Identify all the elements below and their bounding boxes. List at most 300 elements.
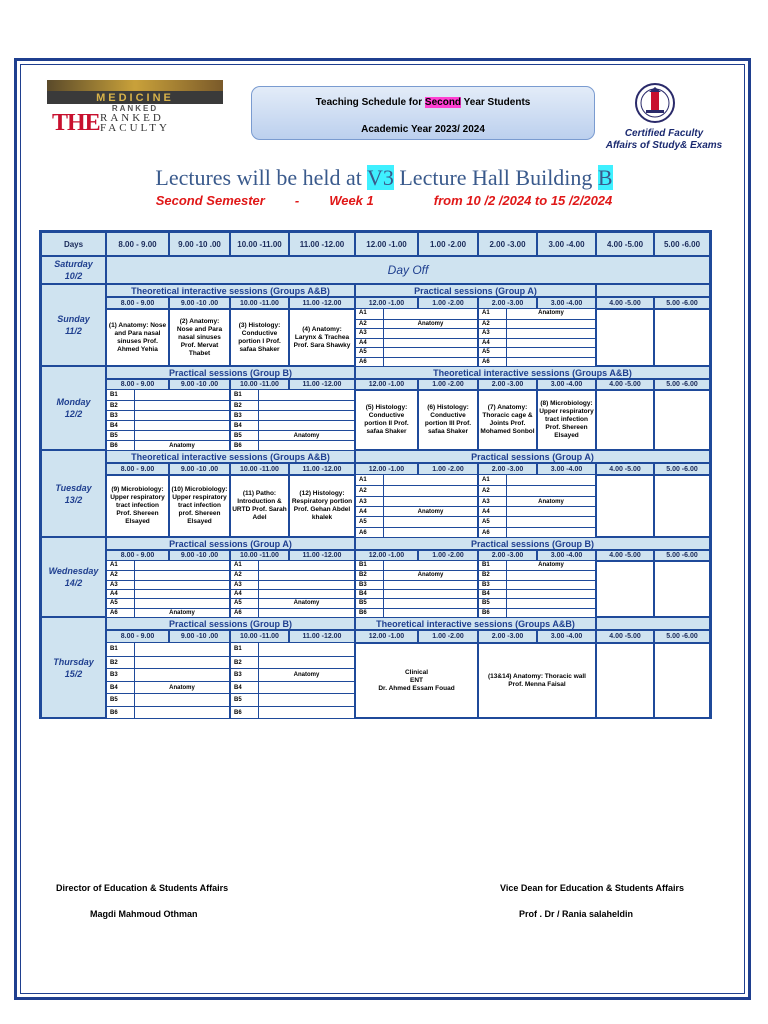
- lecture-line: Prof. Menna Faisal: [508, 680, 566, 688]
- group-row: [107, 570, 229, 579]
- sunday-right-banner: Practical sessions (Group A): [355, 284, 596, 297]
- group-label: B3: [231, 411, 259, 420]
- time-header: 2.00 -3.00: [478, 232, 537, 256]
- group-row: [479, 561, 595, 570]
- group-activity: [507, 609, 595, 617]
- sub-time-header: 5.00 -6.00: [654, 379, 710, 390]
- group-row: [479, 580, 595, 589]
- group-activity: [259, 682, 354, 694]
- sub-time-header: 11.00 -12.00: [289, 297, 355, 309]
- group-row: [479, 328, 595, 338]
- sub-time-header: 10.00 -11.00: [230, 297, 289, 309]
- group-label: A6: [107, 609, 135, 617]
- group-row: [107, 598, 229, 607]
- group-label: B5: [231, 431, 259, 440]
- group-activity: Anatomy: [169, 443, 195, 449]
- logo-medicine-text: MEDICINE: [96, 92, 174, 104]
- day-name: Monday: [56, 397, 91, 407]
- group-row: [231, 668, 354, 681]
- sub-time-header: 8.00 - 9.00: [106, 297, 169, 309]
- group-label: A1: [479, 475, 507, 485]
- group-row: [356, 608, 477, 617]
- group-row: [231, 410, 354, 420]
- group-row: [479, 527, 595, 537]
- group-row: [231, 643, 354, 656]
- group-label: A3: [231, 581, 259, 589]
- lecture-line: (13&14) Anatomy: Thoracic wall: [487, 672, 586, 680]
- thursday-right-banner: Theoretical interactive sessions (Groups A&B): [355, 617, 596, 630]
- sub-time-header: 5.00 -6.00: [654, 550, 710, 561]
- group-activity: [507, 517, 595, 526]
- group-row: [479, 589, 595, 598]
- group-label: B2: [479, 571, 507, 579]
- empty-slot: [654, 561, 710, 617]
- time-header: 10.00 -11.00: [230, 232, 289, 256]
- sub-time-header: 8.00 - 9.00: [106, 379, 169, 390]
- sub-time-header: 4.00 -5.00: [596, 297, 654, 309]
- title-line-2: Academic Year 2023/ 2024: [361, 124, 485, 135]
- the-mark: THE: [52, 110, 100, 136]
- group-activity: Anatomy: [293, 600, 320, 607]
- group-activity: [259, 561, 354, 570]
- group-activity: [507, 358, 595, 367]
- group-row: [231, 420, 354, 430]
- group-label: A4: [479, 339, 507, 348]
- group-label: B1: [356, 561, 384, 570]
- group-row: [231, 580, 354, 589]
- group-row: [356, 485, 477, 495]
- group-activity: [135, 707, 229, 719]
- group-label: B6: [356, 609, 384, 617]
- sub-time-header: 4.00 -5.00: [596, 463, 654, 475]
- group-label: A2: [479, 320, 507, 329]
- group-label: A4: [356, 507, 384, 516]
- sub-time-header: 8.00 - 9.00: [106, 463, 169, 475]
- group-row: [356, 580, 477, 589]
- monday-right-banner: Theoretical interactive sessions (Groups A&B): [355, 366, 710, 379]
- sub-time-header: 3.00 -4.00: [537, 297, 596, 309]
- lecture-cell: (4) Anatomy: Larynx & Trachea Prof. Sara Shawky: [289, 309, 355, 366]
- empty-slot: [596, 390, 654, 450]
- group-row: [231, 608, 354, 617]
- group-row: [231, 390, 354, 400]
- group-activity: [507, 528, 595, 537]
- group-activity: Anatomy: [169, 684, 195, 691]
- day-name: Saturday: [54, 259, 93, 269]
- vice-dean-name: Prof . Dr / Rania salaheldin: [519, 909, 634, 919]
- group-row: [356, 357, 477, 367]
- sub-time-header: 12.00 -1.00: [355, 550, 418, 561]
- group-row: [356, 347, 477, 357]
- group-label: A6: [356, 358, 384, 367]
- sub-time-header: 11.00 -12.00: [289, 630, 355, 643]
- the-ranked-faculty-logo: [52, 112, 212, 134]
- group-label: A5: [479, 517, 507, 526]
- group-label: A2: [231, 571, 259, 579]
- group-activity: [135, 694, 229, 706]
- group-label: B3: [231, 669, 259, 681]
- lecture-cell: (5) Histology: Conductive portion II Prof. safaa Shaker: [355, 390, 418, 450]
- sub-time-header: 10.00 -11.00: [230, 550, 289, 561]
- group-activity: Anatomy: [293, 433, 320, 439]
- group-activity: [384, 339, 477, 348]
- lecture-cell: (10) Microbiology: Upper respiratory tract infection prof. Shereen Elsayed: [169, 475, 230, 537]
- time-header: 12.00 -1.00: [355, 232, 418, 256]
- group-activity: Anatomy: [417, 572, 444, 579]
- sub-time-header: 1.00 -2.00: [418, 630, 478, 643]
- group-label: A2: [107, 571, 135, 579]
- lecture-cell: (1) Anatomy: Nose and Para nasal sinuses Prof. Ahmed Yehia: [106, 309, 169, 366]
- tuesday-left-banner: Theoretical interactive sessions (Groups A&B): [106, 450, 355, 463]
- group-row: [356, 598, 477, 607]
- group-label: B2: [231, 401, 259, 410]
- day-date: 14/2: [64, 578, 83, 588]
- group-label: A6: [356, 528, 384, 537]
- group-row: [107, 400, 229, 410]
- group-label: B4: [231, 421, 259, 430]
- empty-slot: [596, 643, 654, 718]
- group-label: A5: [231, 599, 259, 607]
- group-row: [107, 440, 229, 450]
- sub-time-header: 1.00 -2.00: [418, 379, 478, 390]
- empty-slot: [654, 390, 710, 450]
- sub-time-header: 9.00 -10 .00: [169, 463, 230, 475]
- sub-time-header: 9.00 -10 .00: [169, 297, 230, 309]
- group-row: [356, 527, 477, 537]
- time-header: 5.00 -6.00: [654, 232, 710, 256]
- group-label: B2: [107, 401, 135, 410]
- group-label: A1: [479, 309, 507, 319]
- group-activity: [135, 643, 229, 656]
- group-activity: [135, 599, 229, 607]
- lecture-cell: (8) Microbiology: Upper respiratory tract infection Prof. Shereen Elsayed: [537, 390, 596, 450]
- sub-time-header: 12.00 -1.00: [355, 630, 418, 643]
- group-activity: [135, 581, 229, 589]
- group-activity: [507, 339, 595, 348]
- group-activity: [384, 561, 477, 570]
- thoracic-wall-lecture-cell: [478, 643, 596, 718]
- day-name: Sunday: [57, 314, 90, 324]
- group-label: A3: [107, 581, 135, 589]
- sub-time-header: 11.00 -12.00: [289, 550, 355, 561]
- empty-slot: [654, 475, 710, 537]
- group-activity: [384, 475, 477, 485]
- group-row: [107, 608, 229, 617]
- group-activity: [384, 497, 477, 506]
- lecture-cell: (3) Histology: Conductive portion I Prof. safaa Shaker: [230, 309, 289, 366]
- sub-time-header: 3.00 -4.00: [537, 630, 596, 643]
- lecture-cell: (12) Histology: Respiratory portion Prof. Gehan Abdel khalek: [289, 475, 355, 537]
- group-row: [479, 598, 595, 607]
- group-label: A1: [356, 475, 384, 485]
- group-activity: [135, 411, 229, 420]
- group-activity: [259, 694, 354, 706]
- sub-time-header: 2.00 -3.00: [478, 463, 537, 475]
- group-activity: [384, 309, 477, 319]
- group-activity: Anatomy: [538, 498, 564, 505]
- group-activity: [259, 401, 354, 410]
- group-activity: [135, 431, 229, 440]
- sub-time-header: 5.00 -6.00: [654, 630, 710, 643]
- group-row: [107, 420, 229, 430]
- group-row: [479, 319, 595, 329]
- sub-time-header: 4.00 -5.00: [596, 630, 654, 643]
- group-row: [356, 496, 477, 506]
- sub-time-header: 12.00 -1.00: [355, 379, 418, 390]
- group-label: A1: [107, 561, 135, 570]
- group-activity: [384, 609, 477, 617]
- group-activity: [507, 348, 595, 357]
- group-row: [356, 561, 477, 570]
- sub-time-header: 3.00 -4.00: [537, 379, 596, 390]
- sub-time-header: 10.00 -11.00: [230, 463, 289, 475]
- group-row: [107, 589, 229, 598]
- group-row: [231, 693, 354, 706]
- group-label: B1: [107, 390, 135, 400]
- day-date: 13/2: [64, 494, 83, 505]
- group-row: [231, 561, 354, 570]
- group-label: A2: [356, 486, 384, 495]
- time-header: 9.00 -10 .00: [169, 232, 230, 256]
- group-activity: Anatomy: [169, 609, 195, 616]
- clinical-line: ENT: [410, 676, 423, 684]
- day-date: 12/2: [64, 409, 83, 419]
- group-activity: [259, 657, 354, 669]
- title-line-1: Teaching Schedule for Second Year Students: [315, 97, 531, 108]
- group-row: [231, 400, 354, 410]
- group-row: [107, 410, 229, 420]
- day-label-wednesday: [41, 537, 106, 617]
- group-row: [231, 430, 354, 440]
- group-activity: [384, 599, 477, 607]
- sub-time-header: 4.00 -5.00: [596, 379, 654, 390]
- group-activity: [135, 421, 229, 430]
- group-label: A3: [479, 329, 507, 338]
- sub-time-header: 11.00 -12.00: [289, 379, 355, 390]
- thursday-banner-spacer: [596, 617, 710, 630]
- group-row: [107, 430, 229, 440]
- sub-time-header: 1.00 -2.00: [418, 550, 478, 561]
- group-activity: [135, 669, 229, 681]
- group-activity: [507, 507, 595, 516]
- group-label: B6: [479, 609, 507, 617]
- group-row: [479, 506, 595, 516]
- time-header: 3.00 -4.00: [537, 232, 596, 256]
- group-activity: Anatomy: [417, 509, 444, 515]
- group-row: [107, 668, 229, 681]
- group-row: [356, 570, 477, 579]
- group-label: A4: [107, 590, 135, 598]
- certified-faculty-label: Certified Faculty Affairs of Study& Exams: [605, 128, 723, 151]
- group-activity: [259, 390, 354, 400]
- group-label: B5: [107, 694, 135, 706]
- director-name: Magdi Mahmoud Othman: [90, 909, 198, 919]
- semester-week-line: Second Semester - Week 1 from 10 /2 /2024 to 15 /2/2024: [155, 193, 613, 208]
- group-label: B2: [356, 571, 384, 579]
- group-row: [356, 319, 477, 329]
- group-label: B4: [231, 682, 259, 694]
- sub-time-header: 2.00 -3.00: [478, 550, 537, 561]
- group-row: [107, 681, 229, 694]
- group-row: [231, 570, 354, 579]
- sub-time-header: 1.00 -2.00: [418, 297, 478, 309]
- time-header: 4.00 -5.00: [596, 232, 654, 256]
- time-header: 11.00 -12.00: [289, 232, 355, 256]
- group-row: [107, 706, 229, 719]
- wednesday-left-banner: Practical sessions (Group A): [106, 537, 355, 550]
- group-label: A5: [356, 517, 384, 526]
- sunday-banner-spacer: [596, 284, 710, 297]
- group-label: B5: [356, 599, 384, 607]
- group-row: [231, 706, 354, 719]
- group-activity: Anatomy: [417, 320, 444, 327]
- group-label: A6: [479, 528, 507, 537]
- group-label: A5: [479, 348, 507, 357]
- group-row: [107, 656, 229, 669]
- group-activity: [135, 390, 229, 400]
- logo-bar: [47, 80, 223, 91]
- day-name: Thursday: [53, 656, 94, 667]
- group-activity: [135, 590, 229, 598]
- sub-time-header: 4.00 -5.00: [596, 550, 654, 561]
- group-label: B3: [356, 581, 384, 589]
- day-date: 15/2: [64, 668, 83, 679]
- lecture-cell: (6) Histology: Conductive portion III Prof. safaa Shaker: [418, 390, 478, 450]
- group-activity: [135, 561, 229, 570]
- group-activity: [135, 657, 229, 669]
- group-label: B4: [107, 421, 135, 430]
- group-activity: [259, 590, 354, 598]
- sub-time-header: 2.00 -3.00: [478, 379, 537, 390]
- group-activity: [259, 707, 354, 719]
- day-name: Tuesday: [55, 482, 92, 493]
- group-row: [231, 440, 354, 450]
- group-row: [479, 475, 595, 485]
- group-label: A3: [356, 329, 384, 338]
- group-row: [231, 598, 354, 607]
- sub-time-header: 8.00 - 9.00: [106, 550, 169, 561]
- group-label: B3: [107, 669, 135, 681]
- group-label: B1: [107, 643, 135, 656]
- group-row: [107, 561, 229, 570]
- empty-slot: [596, 309, 654, 366]
- title-box: [251, 86, 595, 140]
- clinical-line: Clinical: [404, 668, 429, 676]
- sub-time-header: 10.00 -11.00: [230, 379, 289, 390]
- thursday-left-banner: Practical sessions (Group B): [106, 617, 355, 630]
- group-label: A1: [356, 309, 384, 319]
- group-row: [231, 681, 354, 694]
- group-label: B3: [107, 411, 135, 420]
- tuesday-right-banner: Practical sessions (Group A): [355, 450, 710, 463]
- group-row: [356, 328, 477, 338]
- director-title: Director of Education & Students Affairs: [56, 883, 229, 893]
- day-label-tuesday: [41, 450, 106, 537]
- university-seal-icon: [634, 82, 676, 124]
- sub-time-header: 8.00 - 9.00: [106, 630, 169, 643]
- empty-slot: [654, 643, 710, 718]
- group-activity: [384, 581, 477, 589]
- lecture-hall-headline: Lectures will be held at V3 Lecture Hall Building B: [155, 165, 613, 190]
- logo-ranked-text: RANKED: [111, 104, 159, 113]
- days-header: Days: [41, 232, 106, 256]
- group-label: B1: [231, 643, 259, 656]
- group-activity: [259, 609, 354, 617]
- group-label: A6: [231, 609, 259, 617]
- group-label: B6: [231, 707, 259, 719]
- group-activity: [259, 411, 354, 420]
- sub-time-header: 11.00 -12.00: [289, 463, 355, 475]
- group-label: A5: [107, 599, 135, 607]
- day-off-label: Day Off: [106, 256, 710, 284]
- group-activity: [384, 358, 477, 367]
- group-row: [107, 693, 229, 706]
- clinical-line: Dr. Ahmed Essam Fouad: [378, 684, 455, 692]
- group-row: [231, 589, 354, 598]
- group-label: B2: [107, 657, 135, 669]
- group-row: [479, 496, 595, 506]
- monday-left-banner: Practical sessions (Group B): [106, 366, 355, 379]
- group-row: [356, 589, 477, 598]
- group-label: B5: [231, 694, 259, 706]
- group-label: B6: [107, 707, 135, 719]
- group-label: A4: [479, 507, 507, 516]
- group-row: [356, 516, 477, 526]
- group-row: [107, 580, 229, 589]
- group-row: [479, 570, 595, 579]
- group-activity: [384, 517, 477, 526]
- group-activity: [384, 348, 477, 357]
- day-label-saturday: [41, 256, 106, 284]
- clinical-ent-cell: [355, 643, 478, 718]
- group-label: B4: [107, 682, 135, 694]
- sub-time-header: 12.00 -1.00: [355, 297, 418, 309]
- group-label: B1: [231, 390, 259, 400]
- group-label: A2: [356, 320, 384, 329]
- medicine-ranked-logo: [47, 80, 223, 104]
- group-activity: [507, 590, 595, 598]
- empty-slot: [654, 309, 710, 366]
- wednesday-right-banner: Practical sessions (Group B): [355, 537, 710, 550]
- group-label: B6: [107, 441, 135, 450]
- group-activity: [259, 643, 354, 656]
- group-activity: [384, 590, 477, 598]
- group-label: B2: [231, 657, 259, 669]
- day-date: 10/2: [64, 271, 83, 281]
- group-row: [479, 357, 595, 367]
- sub-time-header: 10.00 -11.00: [230, 630, 289, 643]
- group-activity: [507, 571, 595, 579]
- group-label: B5: [479, 599, 507, 607]
- group-label: B1: [479, 561, 507, 570]
- group-activity: [507, 329, 595, 338]
- empty-slot: [596, 475, 654, 537]
- group-label: B4: [479, 590, 507, 598]
- sub-time-header: 9.00 -10 .00: [169, 379, 230, 390]
- group-row: [231, 656, 354, 669]
- day-date: 11/2: [65, 326, 82, 336]
- sub-time-header: 9.00 -10 .00: [169, 550, 230, 561]
- group-row: [479, 309, 595, 319]
- group-label: A1: [231, 561, 259, 570]
- vice-dean-title: Vice Dean for Education & Students Affairs: [500, 883, 685, 893]
- group-label: A6: [479, 358, 507, 367]
- day-label-sunday: [41, 284, 106, 366]
- lecture-cell: (9) Microbiology: Upper respiratory tract infection Prof. Shereen Elsayed: [106, 475, 169, 537]
- group-row: [107, 643, 229, 656]
- group-activity: Anatomy: [538, 310, 564, 316]
- group-activity: [507, 599, 595, 607]
